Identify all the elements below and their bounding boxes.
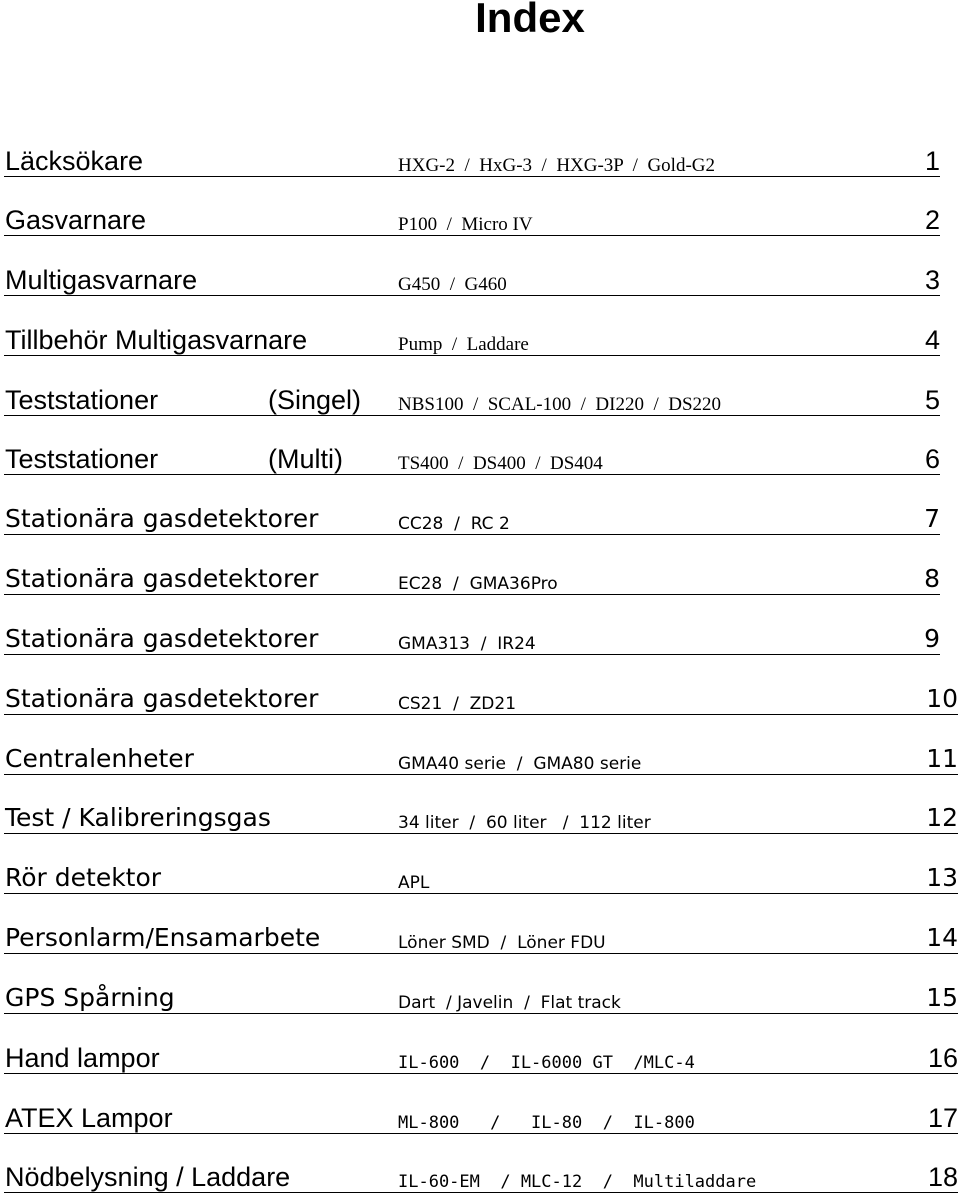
entry-category: Stationära gasdetektorer — [5, 564, 319, 593]
entry-page-number: 2 — [924, 205, 940, 235]
entry-models: ML-800 / IL-80 / IL-800 — [398, 1113, 695, 1133]
entry-underline — [4, 176, 940, 177]
index-entry — [0, 984, 960, 1014]
entry-underline — [4, 654, 940, 655]
entry-page-number: 12 — [926, 803, 958, 832]
entry-underline — [4, 893, 958, 894]
entry-models: 34 liter / 60 liter / 112 liter — [398, 813, 651, 833]
index-entry — [0, 147, 960, 177]
index-entry — [0, 745, 960, 775]
entry-category: Stationära gasdetektorer — [5, 684, 319, 713]
index-entry — [0, 505, 960, 535]
entry-category: Teststationer — [5, 385, 159, 415]
index-entry — [0, 625, 960, 655]
entry-page-number: 9 — [924, 624, 940, 653]
entry-models: Pump / Laddare — [398, 334, 529, 355]
index-entry — [0, 445, 960, 475]
entry-underline — [4, 295, 940, 296]
entry-category: Centralenheter — [5, 744, 194, 773]
entry-underline — [4, 474, 940, 475]
entry-page-number: 3 — [924, 265, 940, 295]
index-entry — [0, 326, 960, 356]
entry-category: Multigasvarnare — [5, 265, 198, 295]
entry-models: APL — [398, 873, 430, 893]
index-entry — [0, 386, 960, 416]
entry-models: GMA313 / IR24 — [398, 634, 536, 654]
entry-page-number: 1 — [924, 146, 940, 176]
entry-underline — [4, 355, 940, 356]
index-entry — [0, 864, 960, 894]
index-entry — [0, 206, 960, 236]
entry-underline — [4, 833, 958, 834]
entry-underline — [4, 953, 958, 954]
entry-category: Nödbelysning / Laddare — [5, 1162, 291, 1192]
index-entry — [0, 266, 960, 296]
entry-underline — [4, 594, 940, 595]
entry-subcategory: (Singel) — [268, 385, 362, 415]
entry-models: TS400 / DS400 / DS404 — [398, 453, 603, 474]
entry-category: GPS Spårning — [5, 983, 175, 1012]
entry-page-number: 11 — [926, 744, 958, 773]
entry-category: Rör detektor — [5, 863, 162, 892]
entry-category: Tillbehör Multigasvarnare — [5, 325, 308, 355]
entry-page-number: 10 — [926, 684, 958, 713]
entry-models: HXG-2 / HxG-3 / HXG-3P / Gold-G2 — [398, 155, 715, 176]
entry-category: Gasvarnare — [5, 205, 147, 235]
index-entry — [0, 924, 960, 954]
entry-models: G450 / G460 — [398, 274, 507, 295]
page-title: Index — [475, 0, 585, 41]
entry-page-number: 14 — [926, 923, 958, 952]
entry-underline — [4, 235, 940, 236]
entry-page-number: 7 — [924, 504, 940, 533]
entry-category: Test / Kalibreringsgas — [5, 803, 271, 832]
index-entry — [0, 1104, 960, 1134]
entry-category: Hand lampor — [5, 1043, 160, 1073]
entry-models: EC28 / GMA36Pro — [398, 574, 558, 594]
entry-models: Dart / Javelin / Flat track — [398, 993, 621, 1013]
entry-page-number: 5 — [924, 385, 940, 415]
index-entry — [0, 1044, 960, 1074]
entry-models: GMA40 serie / GMA80 serie — [398, 754, 642, 774]
entry-models: Löner SMD / Löner FDU — [398, 933, 606, 953]
index-entry — [0, 685, 960, 715]
entry-category: ATEX Lampor — [5, 1103, 173, 1133]
entry-page-number: 13 — [926, 863, 958, 892]
entry-category: Läcksökare — [5, 146, 144, 176]
index-entry — [0, 804, 960, 834]
entry-underline — [4, 534, 940, 535]
entry-models: CC28 / RC 2 — [398, 514, 510, 534]
entry-page-number: 16 — [927, 1043, 958, 1073]
entry-page-number: 18 — [927, 1162, 958, 1192]
entry-page-number: 4 — [924, 325, 940, 355]
entry-underline — [4, 1133, 958, 1134]
entry-underline — [4, 1073, 958, 1074]
entry-models: P100 / Micro IV — [398, 214, 533, 235]
entry-underline — [4, 714, 958, 715]
entry-subcategory: (Multi) — [268, 444, 343, 474]
index-entry — [0, 565, 960, 595]
entry-page-number: 17 — [927, 1103, 958, 1133]
index-entry — [0, 1163, 960, 1193]
entry-models: IL-600 / IL-6000 GT /MLC-4 — [398, 1053, 695, 1073]
entry-category: Stationära gasdetektorer — [5, 504, 319, 533]
entry-category: Personlarm/Ensamarbete — [5, 923, 321, 952]
entry-models: IL-60-EM / MLC-12 / Multiladdare — [398, 1172, 757, 1192]
entry-models: NBS100 / SCAL-100 / DI220 / DS220 — [398, 394, 722, 415]
entry-underline — [4, 774, 958, 775]
entry-models: CS21 / ZD21 — [398, 694, 517, 714]
entry-underline — [4, 415, 940, 416]
entry-underline — [4, 1013, 958, 1014]
entry-category: Teststationer — [5, 444, 159, 474]
entry-page-number: 6 — [924, 444, 940, 474]
entry-page-number: 8 — [924, 564, 940, 593]
entry-category: Stationära gasdetektorer — [5, 624, 319, 653]
entry-page-number: 15 — [926, 983, 958, 1012]
